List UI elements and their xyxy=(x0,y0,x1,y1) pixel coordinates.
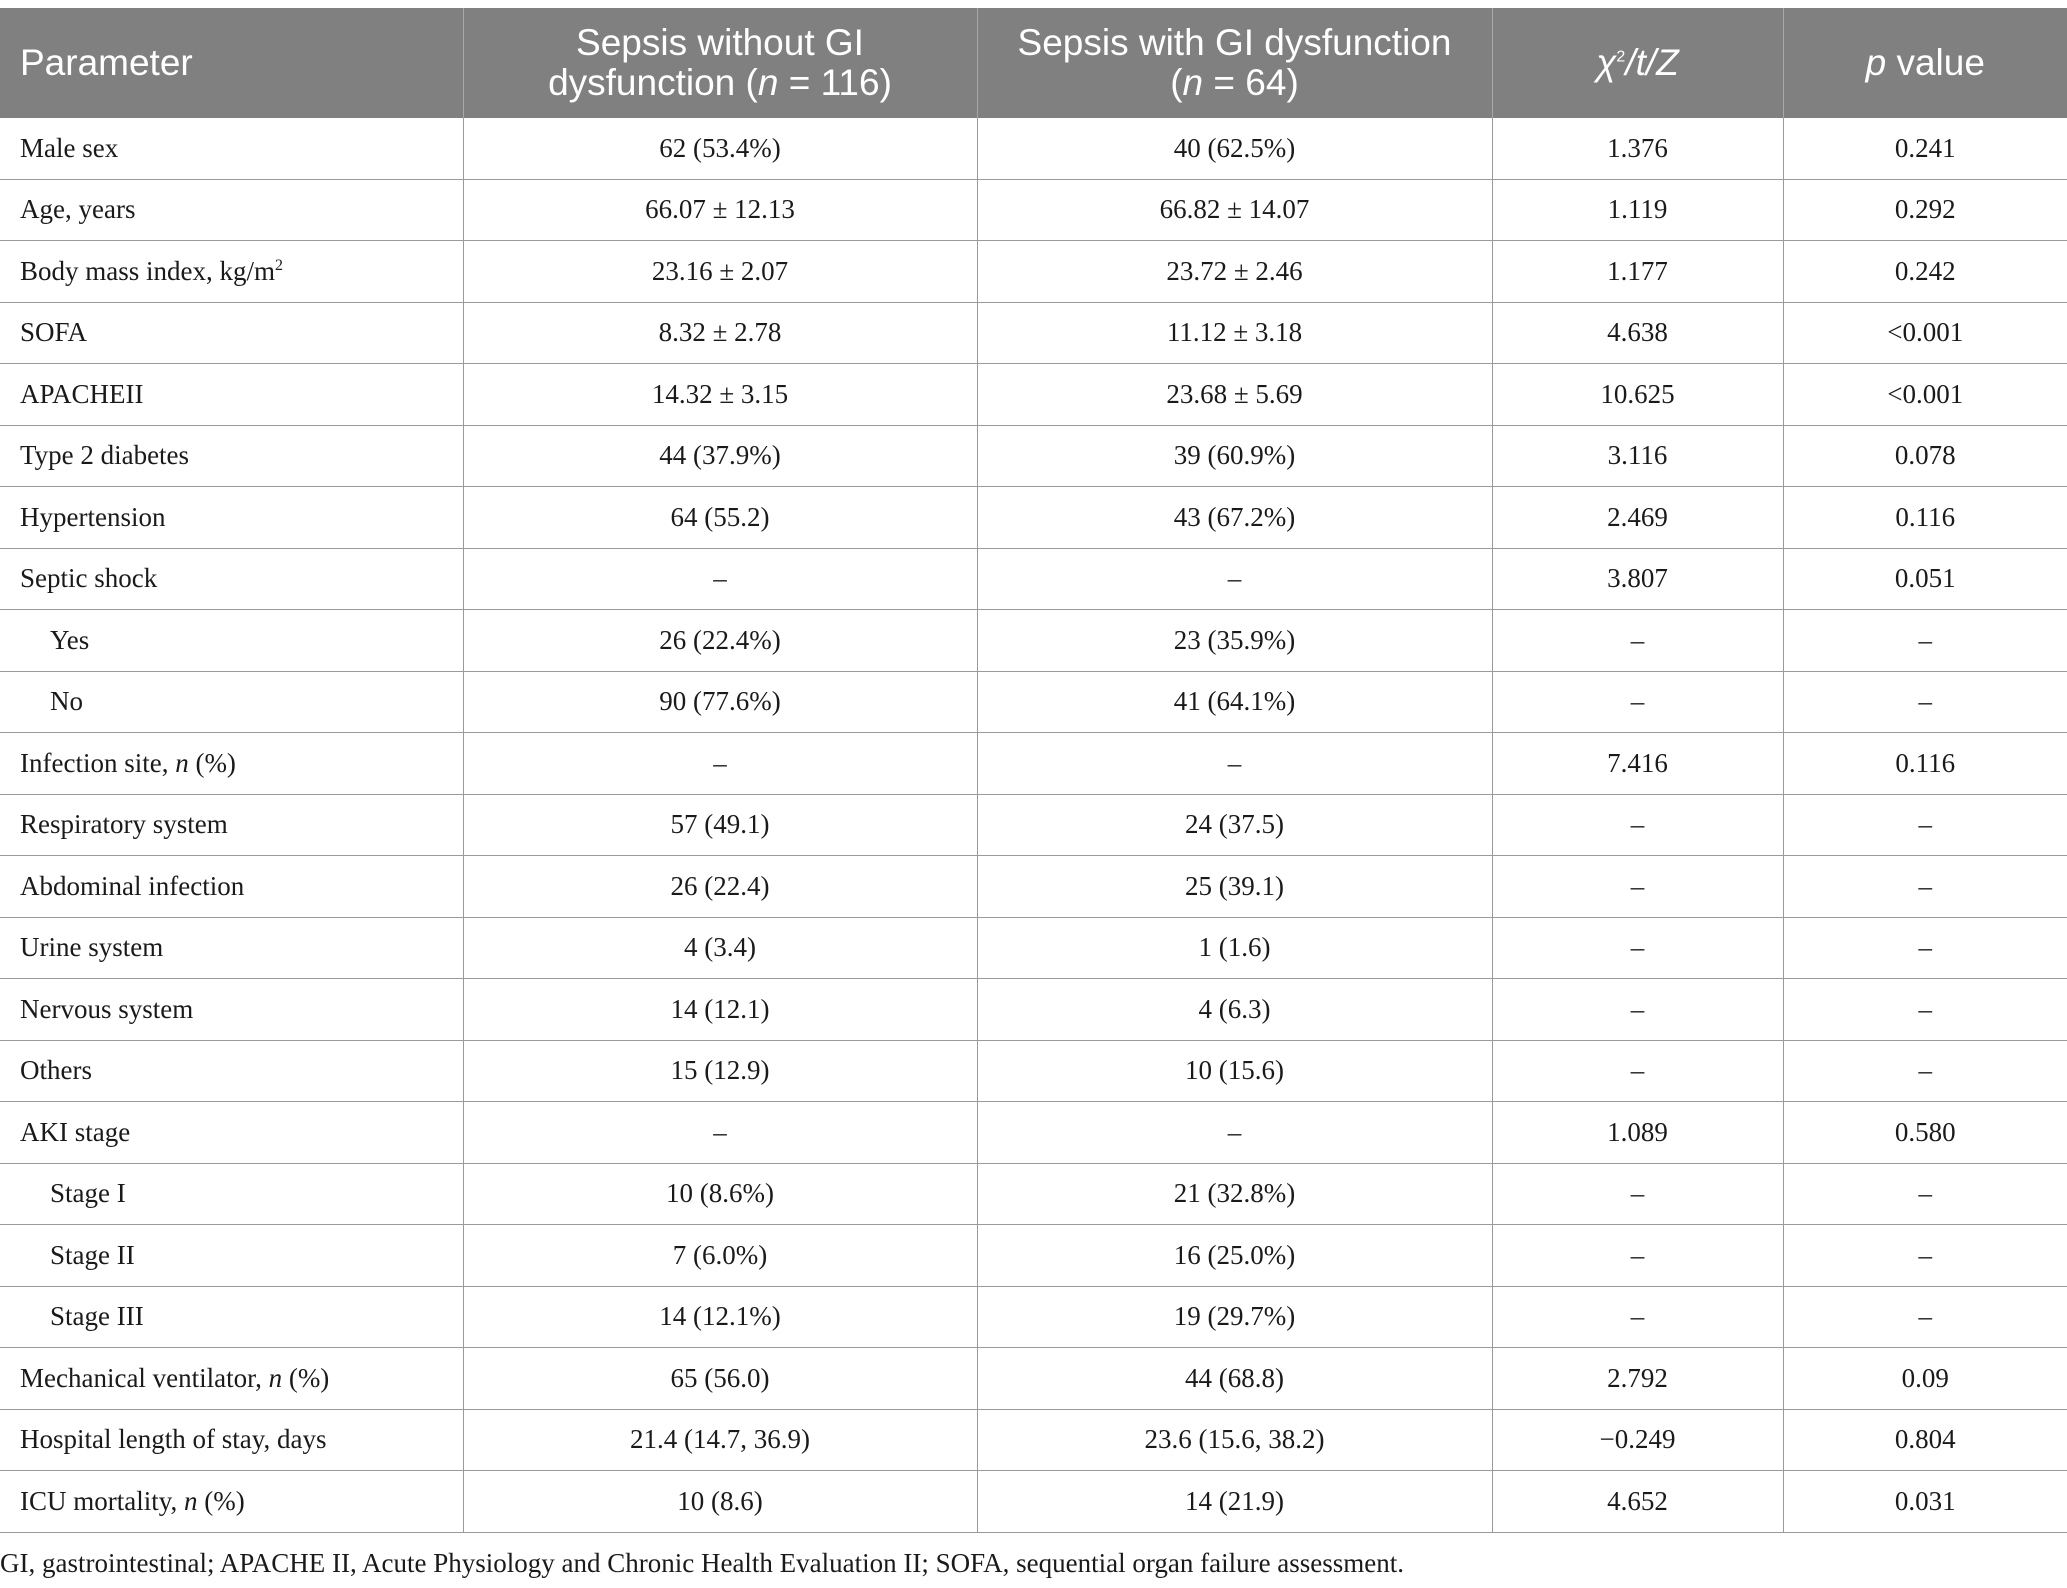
header-row xyxy=(0,8,2067,118)
row-statistic-value: 2.469 xyxy=(1492,487,1783,549)
table-row xyxy=(0,487,2067,549)
row-with-gi-value: 43 (67.2%) xyxy=(977,487,1492,549)
table-row xyxy=(0,979,2067,1041)
row-p-value: – xyxy=(1783,1286,2067,1348)
row-with-gi-value: 16 (25.0%) xyxy=(977,1225,1492,1287)
row-p-value: 0.804 xyxy=(1783,1409,2067,1471)
row-with-gi-value: 23.6 (15.6, 38.2) xyxy=(977,1409,1492,1471)
table-row xyxy=(0,548,2067,610)
row-without-gi-value: 21.4 (14.7, 36.9) xyxy=(463,1409,977,1471)
row-p-value: 0.242 xyxy=(1783,241,2067,303)
row-parameter-cell xyxy=(0,733,463,795)
header-stat-rest: /t/Z xyxy=(1625,42,1679,83)
row-parameter-italic: n xyxy=(183,1485,198,1516)
row-without-gi-value: 23.16 ± 2.07 xyxy=(463,241,977,303)
row-statistic-value: – xyxy=(1492,856,1783,918)
row-without-gi-value: 26 (22.4%) xyxy=(463,610,977,672)
row-p-value: 0.292 xyxy=(1783,179,2067,241)
row-p-value: 0.116 xyxy=(1783,733,2067,795)
row-with-gi-value: 21 (32.8%) xyxy=(977,1163,1492,1225)
row-without-gi-value: 14.32 ± 3.15 xyxy=(463,364,977,426)
table-row xyxy=(0,1102,2067,1164)
row-parameter-label: Others xyxy=(20,1055,92,1086)
table-row xyxy=(0,794,2067,856)
row-parameter-label: Stage II xyxy=(50,1239,135,1270)
row-p-value: 0.078 xyxy=(1783,425,2067,487)
row-parameter-label: Type 2 diabetes xyxy=(20,440,190,471)
table-body xyxy=(0,118,2067,1532)
row-statistic-value: 1.376 xyxy=(1492,118,1783,179)
row-with-gi-value: 66.82 ± 14.07 xyxy=(977,179,1492,241)
row-statistic-value: 4.652 xyxy=(1492,1471,1783,1533)
table-row xyxy=(0,241,2067,303)
table-row xyxy=(0,917,2067,979)
row-without-gi-value: 62 (53.4%) xyxy=(463,118,977,179)
row-parameter-cell xyxy=(0,1348,463,1410)
header-parameter-text: Parameter xyxy=(20,42,193,83)
row-parameter-label: Male sex xyxy=(20,132,119,163)
header-with-gi xyxy=(977,8,1492,118)
row-parameter-suffix: (%) xyxy=(197,1485,245,1516)
row-parameter-cell xyxy=(0,1225,463,1287)
row-p-value: – xyxy=(1783,979,2067,1041)
header-with-gi-line2-pre: ( xyxy=(1170,62,1183,103)
table-row xyxy=(0,1471,2067,1533)
row-statistic-value: – xyxy=(1492,1286,1783,1348)
table-row xyxy=(0,364,2067,426)
row-p-value: <0.001 xyxy=(1783,364,2067,426)
row-p-value: – xyxy=(1783,794,2067,856)
row-statistic-value: – xyxy=(1492,1163,1783,1225)
row-without-gi-value: 90 (77.6%) xyxy=(463,671,977,733)
row-statistic-value: 2.792 xyxy=(1492,1348,1783,1410)
row-parameter-label: AKI stage xyxy=(20,1116,131,1147)
row-parameter-cell xyxy=(0,1409,463,1471)
row-without-gi-value: 44 (37.9%) xyxy=(463,425,977,487)
row-p-value: – xyxy=(1783,610,2067,672)
header-without-gi-line1: Sepsis without GI xyxy=(576,22,864,63)
row-parameter-cell xyxy=(0,1471,463,1533)
table-row xyxy=(0,1348,2067,1410)
header-without-gi-line2-post: = 116) xyxy=(778,62,892,103)
row-without-gi-value: 65 (56.0) xyxy=(463,1348,977,1410)
row-statistic-value: 3.807 xyxy=(1492,548,1783,610)
row-parameter-cell xyxy=(0,610,463,672)
row-with-gi-value: – xyxy=(977,548,1492,610)
row-without-gi-value: 14 (12.1%) xyxy=(463,1286,977,1348)
row-parameter-cell xyxy=(0,1286,463,1348)
row-p-value: – xyxy=(1783,1163,2067,1225)
header-p-value xyxy=(1783,8,2067,118)
row-p-value: – xyxy=(1783,1225,2067,1287)
row-without-gi-value: 66.07 ± 12.13 xyxy=(463,179,977,241)
header-with-gi-n: n xyxy=(1182,62,1204,103)
row-parameter-label: Respiratory system xyxy=(20,809,228,840)
row-with-gi-value: – xyxy=(977,1102,1492,1164)
table-header xyxy=(0,8,2067,118)
row-with-gi-value: 23.68 ± 5.69 xyxy=(977,364,1492,426)
row-with-gi-value: 41 (64.1%) xyxy=(977,671,1492,733)
row-p-value: – xyxy=(1783,856,2067,918)
header-without-gi xyxy=(463,8,977,118)
row-p-value: – xyxy=(1783,917,2067,979)
row-parameter-label: Mechanical ventilator, xyxy=(20,1362,269,1393)
table-row xyxy=(0,1409,2067,1471)
row-p-value: 0.241 xyxy=(1783,118,2067,179)
row-parameter-cell xyxy=(0,917,463,979)
row-statistic-value: 7.416 xyxy=(1492,733,1783,795)
row-with-gi-value: 23 (35.9%) xyxy=(977,610,1492,672)
table-row xyxy=(0,118,2067,179)
row-parameter-italic: n xyxy=(175,747,189,778)
row-p-value: <0.001 xyxy=(1783,302,2067,364)
row-parameter-cell xyxy=(0,118,463,179)
row-without-gi-value: 26 (22.4) xyxy=(463,856,977,918)
row-parameter-label: APACHEII xyxy=(20,378,144,409)
row-statistic-value: – xyxy=(1492,671,1783,733)
row-with-gi-value: 23.72 ± 2.46 xyxy=(977,241,1492,303)
row-without-gi-value: – xyxy=(463,1102,977,1164)
row-statistic-value: −0.249 xyxy=(1492,1409,1783,1471)
row-parameter-cell xyxy=(0,302,463,364)
row-without-gi-value: 64 (55.2) xyxy=(463,487,977,549)
header-with-gi-line1: Sepsis with GI dysfunction xyxy=(1017,22,1452,63)
table-row xyxy=(0,1040,2067,1102)
row-parameter-label: Abdominal infection xyxy=(20,870,245,901)
row-parameter-superscript: 2 xyxy=(275,256,283,274)
row-parameter-label: ICU mortality, xyxy=(20,1485,184,1516)
row-p-value: 0.031 xyxy=(1783,1471,2067,1533)
row-statistic-value: 1.089 xyxy=(1492,1102,1783,1164)
row-parameter-label: SOFA xyxy=(20,317,88,348)
row-parameter-cell xyxy=(0,1102,463,1164)
row-parameter-cell xyxy=(0,979,463,1041)
row-statistic-value: 1.119 xyxy=(1492,179,1783,241)
row-parameter-italic: n xyxy=(268,1362,283,1393)
row-with-gi-value: – xyxy=(977,733,1492,795)
row-statistic-value: – xyxy=(1492,610,1783,672)
row-parameter-cell xyxy=(0,179,463,241)
row-parameter-label: Urine system xyxy=(20,932,164,963)
table-row xyxy=(0,1163,2067,1225)
row-parameter-label: Hypertension xyxy=(20,501,166,532)
row-parameter-label: Body mass index, kg/m xyxy=(20,255,275,286)
data-table-container xyxy=(0,8,2067,1533)
row-with-gi-value: 44 (68.8) xyxy=(977,1348,1492,1410)
row-with-gi-value: 24 (37.5) xyxy=(977,794,1492,856)
table-row xyxy=(0,856,2067,918)
row-parameter-suffix: (%) xyxy=(188,747,236,778)
row-parameter-label: Age, years xyxy=(20,194,136,225)
row-parameter-cell xyxy=(0,1163,463,1225)
row-parameter-label: Yes xyxy=(50,624,90,655)
table-footnote: GI, gastrointestinal; APACHE II, Acute Physiology and Chronic Health Evaluation II; SOFA, sequential organ failure assessment. xyxy=(0,1548,1405,1578)
row-without-gi-value: – xyxy=(463,548,977,610)
row-p-value: 0.116 xyxy=(1783,487,2067,549)
header-with-gi-line2-post: = 64) xyxy=(1203,62,1299,103)
table-row xyxy=(0,610,2067,672)
row-statistic-value: – xyxy=(1492,979,1783,1041)
row-with-gi-value: 19 (29.7%) xyxy=(977,1286,1492,1348)
header-without-gi-n: n xyxy=(757,62,779,103)
row-parameter-cell xyxy=(0,794,463,856)
row-without-gi-value: 15 (12.9) xyxy=(463,1040,977,1102)
header-stat-chi: χ xyxy=(1596,42,1617,83)
row-parameter-label: Infection site, xyxy=(20,747,176,778)
row-statistic-value: 3.116 xyxy=(1492,425,1783,487)
row-statistic-value: – xyxy=(1492,794,1783,856)
row-parameter-cell xyxy=(0,487,463,549)
row-statistic-value: – xyxy=(1492,1225,1783,1287)
row-with-gi-value: 4 (6.3) xyxy=(977,979,1492,1041)
row-parameter-cell xyxy=(0,425,463,487)
row-parameter-cell xyxy=(0,671,463,733)
baseline-characteristics-table xyxy=(0,8,2067,1533)
row-without-gi-value: 14 (12.1) xyxy=(463,979,977,1041)
row-parameter-label: Nervous system xyxy=(20,993,194,1024)
row-with-gi-value: 1 (1.6) xyxy=(977,917,1492,979)
row-with-gi-value: 11.12 ± 3.18 xyxy=(977,302,1492,364)
row-parameter-cell xyxy=(0,856,463,918)
row-p-value: – xyxy=(1783,671,2067,733)
header-p-italic: p xyxy=(1865,42,1887,83)
row-parameter-label: Stage III xyxy=(50,1301,144,1332)
table-row xyxy=(0,1225,2067,1287)
row-without-gi-value: 7 (6.0%) xyxy=(463,1225,977,1287)
header-stat-sup: 2 xyxy=(1616,48,1626,66)
row-statistic-value: 10.625 xyxy=(1492,364,1783,426)
header-statistic xyxy=(1492,8,1783,118)
row-without-gi-value: 4 (3.4) xyxy=(463,917,977,979)
row-with-gi-value: 40 (62.5%) xyxy=(977,118,1492,179)
table-row xyxy=(0,733,2067,795)
row-parameter-suffix: (%) xyxy=(282,1362,330,1393)
row-with-gi-value: 39 (60.9%) xyxy=(977,425,1492,487)
header-without-gi-line2-pre: dysfunction ( xyxy=(548,62,758,103)
row-parameter-label: Septic shock xyxy=(20,563,158,594)
row-with-gi-value: 14 (21.9) xyxy=(977,1471,1492,1533)
table-row xyxy=(0,1286,2067,1348)
row-without-gi-value: – xyxy=(463,733,977,795)
row-without-gi-value: 57 (49.1) xyxy=(463,794,977,856)
row-parameter-label: Hospital length of stay, days xyxy=(20,1424,327,1455)
row-parameter-label: No xyxy=(50,686,83,717)
header-p-rest: value xyxy=(1886,42,1985,83)
table-row xyxy=(0,671,2067,733)
row-parameter-label: Stage I xyxy=(50,1178,126,1209)
table-row xyxy=(0,179,2067,241)
row-with-gi-value: 10 (15.6) xyxy=(977,1040,1492,1102)
row-without-gi-value: 10 (8.6%) xyxy=(463,1163,977,1225)
row-statistic-value: – xyxy=(1492,917,1783,979)
row-statistic-value: 4.638 xyxy=(1492,302,1783,364)
row-p-value: – xyxy=(1783,1040,2067,1102)
row-with-gi-value: 25 (39.1) xyxy=(977,856,1492,918)
row-p-value: 0.09 xyxy=(1783,1348,2067,1410)
row-statistic-value: 1.177 xyxy=(1492,241,1783,303)
row-parameter-cell xyxy=(0,1040,463,1102)
row-parameter-cell xyxy=(0,364,463,426)
row-p-value: 0.580 xyxy=(1783,1102,2067,1164)
row-statistic-value: – xyxy=(1492,1040,1783,1102)
row-without-gi-value: 8.32 ± 2.78 xyxy=(463,302,977,364)
row-parameter-cell xyxy=(0,241,463,303)
header-parameter xyxy=(0,8,463,118)
row-parameter-cell xyxy=(0,548,463,610)
table-row xyxy=(0,425,2067,487)
row-p-value: 0.051 xyxy=(1783,548,2067,610)
table-row xyxy=(0,302,2067,364)
row-without-gi-value: 10 (8.6) xyxy=(463,1471,977,1533)
